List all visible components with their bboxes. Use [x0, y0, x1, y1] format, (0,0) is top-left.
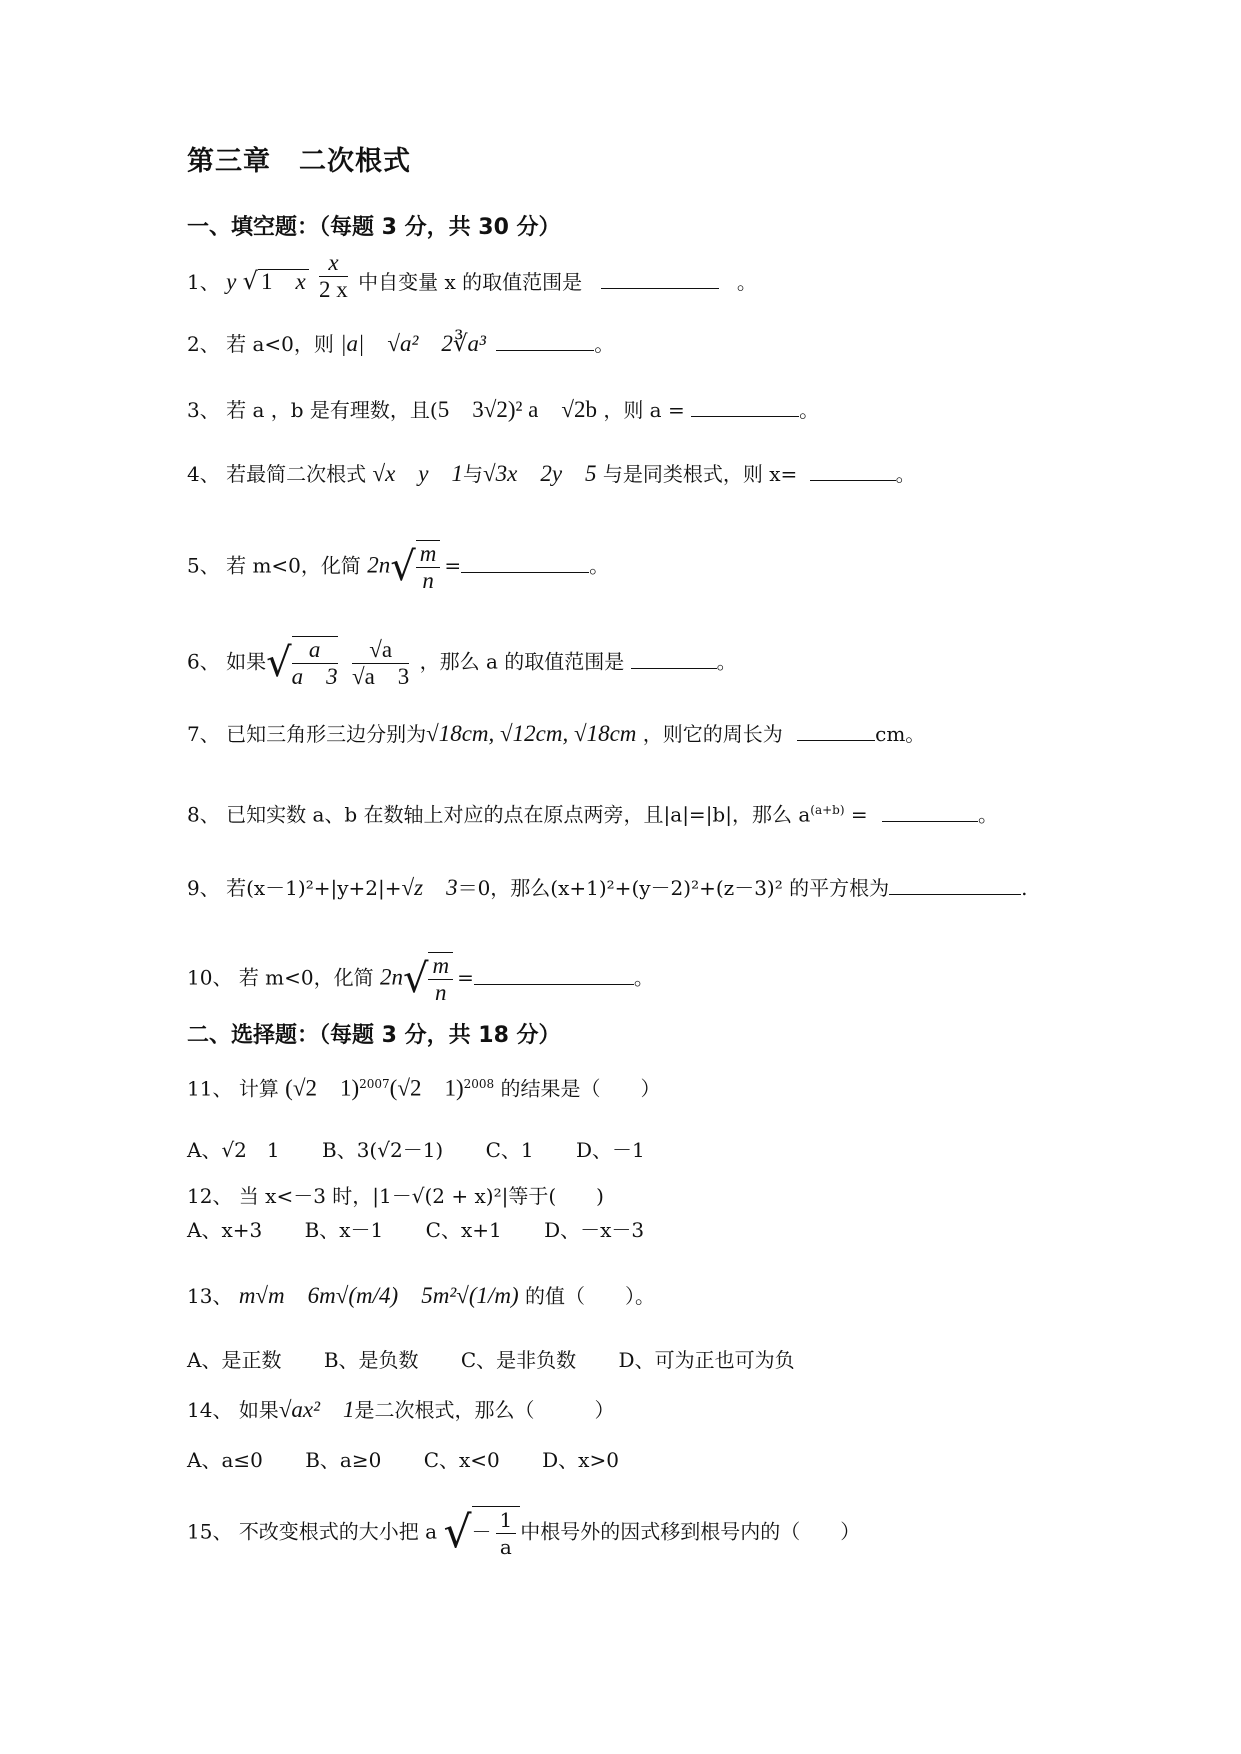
question-number: 7、	[187, 722, 220, 746]
math-expression: √ax² 1	[278, 1397, 355, 1422]
option-b[interactable]: B、是负数	[323, 1348, 419, 1372]
question-text: 若(x－1)²+|y+2|+	[226, 876, 402, 900]
option-d[interactable]: D、可为正也可为负	[618, 1348, 795, 1372]
math-expression: 5 3√2)² a √2b	[437, 397, 597, 422]
math-expression: 1 x	[258, 269, 309, 294]
question-text: 若 m<0，化简	[226, 553, 361, 578]
math-fraction: $\frac{x}{2 x}$	[319, 250, 348, 302]
option-c[interactable]: C、x<0	[423, 1448, 500, 1472]
answer-blank[interactable]	[496, 330, 594, 351]
math-expression: |a| √a² 2∛a³	[340, 331, 486, 356]
question-15: 15、 不改变根式的大小把 a √－ $\frac{1}{a}$ 中根号外的因式移到根号内的（ ）	[187, 1507, 861, 1559]
option-c[interactable]: C、1	[485, 1138, 534, 1162]
option-d[interactable]: D、－x－3	[544, 1218, 645, 1242]
question-8: 8、 已知实数 a、b 在数轴上对应的点在原点两旁，且|a|=|b|，那么 $a^{(a+b)}$ = 。	[187, 802, 999, 827]
answer-blank[interactable]	[797, 720, 875, 741]
question-text: 已知实数 a、b 在数轴上对应的点在原点两旁，且|a|=|b|，那么 a	[226, 802, 811, 827]
question-number: 11、	[187, 1076, 233, 1101]
question-14: 14、 如果√ax² 1是二次根式，那么（ ）	[187, 1397, 615, 1422]
question-13	[187, 1282, 655, 1310]
math-expression: √x y 1	[372, 461, 463, 486]
question-text: 的值（ ）。	[525, 1284, 656, 1308]
question-11-options	[187, 1136, 681, 1164]
math-expression: (√2 1)	[389, 1075, 464, 1101]
question-text: 如果	[238, 1398, 279, 1422]
question-number: 14、	[187, 1398, 233, 1422]
option-c[interactable]: C、x+1	[425, 1218, 502, 1242]
question-12	[187, 1182, 604, 1210]
question-5: 5、 若 m<0，化简 2n√ $\frac{m}{n}$ = 。	[187, 541, 610, 593]
math-fraction: $\frac{a}{a 3}$	[291, 637, 338, 689]
option-c[interactable]: C、是非负数	[460, 1348, 577, 1372]
question-4: 4、 若最简二次根式 √x y 1与√3x 2y 5 与是同类根式，则 x= 。	[187, 461, 916, 486]
question-2: 2、 若 a<0，则 |a| √a² 2∛a³ 。	[187, 331, 615, 356]
option-b[interactable]: B、3(√2－1)	[322, 1138, 444, 1162]
math-fraction: $\frac{1}{a}$	[496, 1507, 517, 1560]
math-fraction: $\frac{m}{n}$	[416, 540, 441, 594]
question-text: 已知三角形三边分别为	[226, 722, 427, 746]
question-text: 若 a<0，则	[226, 332, 334, 356]
question-number: 5、	[187, 553, 220, 578]
answer-blank[interactable]	[691, 396, 799, 417]
question-text: 中自变量 x 的取值范围是	[358, 270, 583, 294]
question-13-options	[187, 1346, 831, 1374]
question-number: 9、	[187, 876, 220, 900]
question-14-options	[187, 1446, 655, 1474]
question-7: 7、 已知三角形三边分别为√18cm, √12cm, √18cm ，则它的周长为 cm。	[187, 721, 926, 746]
question-1: 1、 y √ 1 x $\frac{x}{2 x}$ 中自变量 x 的取值范围是 。	[187, 250, 757, 302]
option-b[interactable]: B、a≥0	[305, 1448, 382, 1472]
question-number: 2、	[187, 332, 220, 356]
question-number: 13、	[187, 1284, 233, 1308]
math-expression: √3x 2y 5	[483, 461, 597, 486]
answer-blank[interactable]	[474, 964, 634, 985]
answer-blank[interactable]	[882, 801, 978, 822]
math-fraction: $\frac{√a}{√a 3}$	[351, 636, 410, 689]
chapter-title: 第三章 二次根式	[187, 146, 411, 177]
question-text: 若最简二次根式	[226, 462, 367, 486]
question-11: 11、 计算 (√2 1)$^{2007}$(√2 1)$^{2008}$ 的结果是（ ）	[187, 1075, 661, 1101]
question-number: 1、	[187, 270, 220, 294]
answer-blank[interactable]	[631, 648, 717, 669]
answer-blank[interactable]	[461, 552, 589, 573]
question-text: 不改变根式的大小把 a	[238, 1519, 438, 1544]
question-number: 6、	[187, 649, 220, 674]
option-b[interactable]: B、x－1	[304, 1218, 384, 1242]
option-a[interactable]: A、a≤0	[187, 1448, 263, 1472]
question-9: 9、 若(x－1)²+|y+2|+√z 3＝0，那么(x+1)²+(y－2)²+(z－3)² 的平方根为 .	[187, 875, 1028, 900]
section1-title: 一、填空题：（每题 3 分，共 30 分）	[187, 215, 561, 240]
question-text: 当 x<－3 时，|1－√(2 + x)²|等于( )	[238, 1184, 604, 1208]
option-d[interactable]: D、－1	[575, 1138, 645, 1162]
math-expression: m√m 6m√(m/4) 5m²√(1/m)	[238, 1283, 519, 1308]
question-text: 计算	[238, 1076, 279, 1101]
option-a[interactable]: A、√2 1	[187, 1138, 280, 1162]
math-expression: √z 3	[401, 875, 458, 900]
question-number: 4、	[187, 462, 220, 486]
question-12-options	[187, 1216, 680, 1244]
question-text: 若 m<0，化简	[238, 965, 374, 990]
question-text: 如果	[226, 649, 267, 674]
math-expression: y	[226, 269, 237, 294]
answer-blank[interactable]	[889, 874, 1021, 895]
question-number: 10、	[187, 965, 233, 990]
answer-blank[interactable]	[810, 460, 896, 481]
question-number: 3、	[187, 398, 220, 422]
section2-title: 二、选择题：（每题 3 分，共 18 分）	[187, 1023, 561, 1048]
math-expression: (√2 1)	[285, 1075, 360, 1101]
option-a[interactable]: A、x+3	[187, 1218, 263, 1242]
question-number: 12、	[187, 1184, 233, 1208]
option-d[interactable]: D、x>0	[542, 1448, 619, 1472]
question-number: 8、	[187, 802, 220, 827]
answer-blank[interactable]	[601, 268, 719, 289]
math-expression: √18cm, √12cm, √18cm	[426, 721, 637, 746]
question-text: 若 a ，b 是有理数，且(	[226, 398, 438, 422]
question-10: 10、 若 m<0，化简 2n√ $\frac{m}{n}$ = 。	[187, 953, 654, 1005]
math-fraction: $\frac{m}{n}$	[428, 952, 453, 1006]
question-6: 6、 如果√ $\frac{a}{a 3}$ $\frac{√a}{√a 3}$ ，那么 a 的取值范围是 。	[187, 636, 737, 689]
option-a[interactable]: A、是正数	[187, 1348, 282, 1372]
question-number: 15、	[187, 1519, 233, 1544]
question-3: 3、 若 a ，b 是有理数，且(5 3√2)² a √2b ，则 a = 。	[187, 397, 820, 422]
